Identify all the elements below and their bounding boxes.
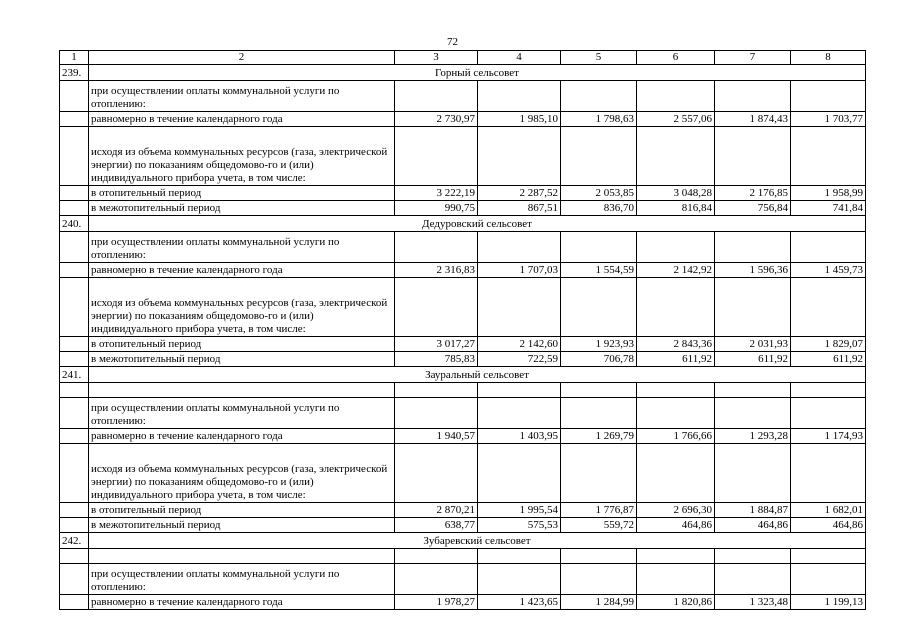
section-name: Зауральный сельсовет — [89, 367, 866, 383]
empty-cell — [791, 383, 866, 398]
value-cell: 722,59 — [478, 352, 561, 367]
value-cell: 1 829,07 — [791, 337, 866, 352]
table-body — [60, 51, 866, 610]
table-row — [60, 444, 866, 503]
value-cell — [478, 81, 561, 112]
value-cell: 1 554,59 — [561, 263, 637, 278]
row-label: в межотопительный период — [89, 352, 395, 367]
value-cell: 2 142,60 — [478, 337, 561, 352]
row-label: при осуществлении оплаты коммунальной услуги по отоплению: — [89, 564, 395, 595]
value-cell — [637, 278, 715, 337]
empty-cell — [715, 383, 791, 398]
section-name: Зубаревский сельсовет — [89, 533, 866, 549]
table-row — [60, 81, 866, 112]
value-cell: 1 985,10 — [478, 112, 561, 127]
value-cell — [395, 564, 478, 595]
row-label: равномерно в течение календарного года — [89, 429, 395, 444]
value-cell: 464,86 — [715, 518, 791, 533]
value-cell — [715, 444, 791, 503]
section-row — [60, 533, 866, 549]
section-number: 240. — [60, 216, 89, 232]
empty-cell — [60, 186, 89, 201]
value-cell — [395, 444, 478, 503]
empty-cell — [561, 383, 637, 398]
header-cell: 4 — [478, 51, 561, 65]
value-cell — [791, 127, 866, 186]
value-cell: 2 843,36 — [637, 337, 715, 352]
value-cell — [715, 278, 791, 337]
value-cell — [561, 127, 637, 186]
value-cell: 2 053,85 — [561, 186, 637, 201]
value-cell: 741,84 — [791, 201, 866, 216]
value-cell: 1 199,13 — [791, 595, 866, 610]
value-cell: 816,84 — [637, 201, 715, 216]
row-label: в отопительный период — [89, 503, 395, 518]
value-cell: 464,86 — [791, 518, 866, 533]
value-cell: 2 031,93 — [715, 337, 791, 352]
value-cell: 2 557,06 — [637, 112, 715, 127]
row-label: в отопительный период — [89, 337, 395, 352]
value-cell: 1 923,93 — [561, 337, 637, 352]
value-cell — [561, 232, 637, 263]
header-cell: 1 — [60, 51, 89, 65]
value-cell: 1 940,57 — [395, 429, 478, 444]
empty-cell — [60, 595, 89, 610]
value-cell: 1 958,99 — [791, 186, 866, 201]
value-cell: 3 222,19 — [395, 186, 478, 201]
section-row — [60, 216, 866, 232]
table-row — [60, 337, 866, 352]
table-row — [60, 232, 866, 263]
value-cell — [637, 127, 715, 186]
blank-row — [60, 383, 866, 398]
value-cell: 1 766,66 — [637, 429, 715, 444]
value-cell: 1 820,86 — [637, 595, 715, 610]
empty-cell — [478, 383, 561, 398]
value-cell — [791, 81, 866, 112]
value-cell: 1 884,87 — [715, 503, 791, 518]
blank-row — [60, 549, 866, 564]
section-row — [60, 367, 866, 383]
value-cell: 867,51 — [478, 201, 561, 216]
value-cell: 1 284,99 — [561, 595, 637, 610]
value-cell: 559,72 — [561, 518, 637, 533]
empty-cell — [395, 549, 478, 564]
value-cell — [715, 398, 791, 429]
table-row — [60, 263, 866, 278]
empty-cell — [60, 352, 89, 367]
row-label: в отопительный период — [89, 186, 395, 201]
empty-cell — [60, 263, 89, 278]
value-cell — [637, 564, 715, 595]
empty-cell — [60, 232, 89, 263]
row-label: равномерно в течение календарного года — [89, 112, 395, 127]
value-cell — [395, 127, 478, 186]
header-cell: 6 — [637, 51, 715, 65]
empty-cell — [395, 383, 478, 398]
value-cell: 2 316,83 — [395, 263, 478, 278]
table-row — [60, 503, 866, 518]
value-cell: 1 776,87 — [561, 503, 637, 518]
value-cell — [478, 278, 561, 337]
value-cell: 1 174,93 — [791, 429, 866, 444]
table-row — [60, 564, 866, 595]
section-number: 242. — [60, 533, 89, 549]
empty-cell — [478, 549, 561, 564]
section-number: 241. — [60, 367, 89, 383]
empty-cell — [60, 127, 89, 186]
empty-cell — [60, 81, 89, 112]
value-cell: 2 287,52 — [478, 186, 561, 201]
row-label: при осуществлении оплаты коммунальной услуги по отоплению: — [89, 398, 395, 429]
value-cell — [395, 81, 478, 112]
empty-cell — [60, 444, 89, 503]
table-row — [60, 112, 866, 127]
value-cell — [715, 232, 791, 263]
empty-cell — [60, 518, 89, 533]
section-name: Дедуровский сельсовет — [89, 216, 866, 232]
value-cell: 575,53 — [478, 518, 561, 533]
value-cell: 1 707,03 — [478, 263, 561, 278]
value-cell: 1 403,95 — [478, 429, 561, 444]
table-row — [60, 595, 866, 610]
value-cell — [478, 232, 561, 263]
row-label: исходя из объема коммунальных ресурсов (газа, электрической энергии) по показаниям общедомово-го и (или) индивидуального прибора учета, в том числе: — [89, 127, 395, 186]
empty-cell — [60, 564, 89, 595]
empty-cell — [60, 549, 89, 564]
table-row — [60, 398, 866, 429]
table-row — [60, 518, 866, 533]
table-row — [60, 186, 866, 201]
value-cell: 2 176,85 — [715, 186, 791, 201]
empty-cell — [637, 549, 715, 564]
empty-cell — [60, 278, 89, 337]
value-cell: 1 269,79 — [561, 429, 637, 444]
value-cell: 3 017,27 — [395, 337, 478, 352]
value-cell — [561, 398, 637, 429]
value-cell: 2 142,92 — [637, 263, 715, 278]
value-cell — [637, 444, 715, 503]
value-cell: 2 870,21 — [395, 503, 478, 518]
row-label: исходя из объема коммунальных ресурсов (газа, электрической энергии) по показаниям общедомово-го и (или) индивидуального прибора учета, в том числе: — [89, 278, 395, 337]
value-cell: 1 995,54 — [478, 503, 561, 518]
value-cell: 464,86 — [637, 518, 715, 533]
table-row — [60, 429, 866, 444]
header-cell: 2 — [89, 51, 395, 65]
section-name: Горный сельсовет — [89, 65, 866, 81]
value-cell — [478, 564, 561, 595]
table-row — [60, 127, 866, 186]
empty-cell — [561, 549, 637, 564]
empty-cell — [60, 503, 89, 518]
header-row — [60, 51, 866, 65]
value-cell — [561, 278, 637, 337]
empty-cell — [60, 337, 89, 352]
row-label: в межотопительный период — [89, 518, 395, 533]
value-cell: 1 682,01 — [791, 503, 866, 518]
value-cell — [715, 127, 791, 186]
empty-cell — [89, 383, 395, 398]
empty-cell — [60, 398, 89, 429]
empty-cell — [60, 201, 89, 216]
value-cell: 990,75 — [395, 201, 478, 216]
table-row — [60, 352, 866, 367]
value-cell — [561, 444, 637, 503]
row-label: при осуществлении оплаты коммунальной услуги по отоплению: — [89, 81, 395, 112]
value-cell: 756,84 — [715, 201, 791, 216]
value-cell — [791, 232, 866, 263]
value-cell: 1 978,27 — [395, 595, 478, 610]
value-cell — [791, 444, 866, 503]
value-cell — [715, 81, 791, 112]
tariff-table — [59, 50, 866, 610]
value-cell: 2 696,30 — [637, 503, 715, 518]
value-cell — [637, 232, 715, 263]
empty-cell — [637, 383, 715, 398]
value-cell — [791, 398, 866, 429]
table-row — [60, 201, 866, 216]
value-cell: 1 293,28 — [715, 429, 791, 444]
value-cell — [561, 81, 637, 112]
header-cell: 7 — [715, 51, 791, 65]
value-cell: 836,70 — [561, 201, 637, 216]
value-cell: 1 459,73 — [791, 263, 866, 278]
value-cell: 611,92 — [715, 352, 791, 367]
value-cell: 2 730,97 — [395, 112, 478, 127]
empty-cell — [791, 549, 866, 564]
value-cell — [637, 398, 715, 429]
value-cell — [791, 564, 866, 595]
row-label: равномерно в течение календарного года — [89, 595, 395, 610]
value-cell: 1 798,63 — [561, 112, 637, 127]
value-cell — [478, 398, 561, 429]
value-cell: 1 596,36 — [715, 263, 791, 278]
value-cell: 611,92 — [791, 352, 866, 367]
value-cell: 611,92 — [637, 352, 715, 367]
empty-cell — [715, 549, 791, 564]
section-row — [60, 65, 866, 81]
empty-cell — [89, 549, 395, 564]
page-number: 72 — [447, 36, 458, 48]
table-row — [60, 278, 866, 337]
value-cell — [715, 564, 791, 595]
value-cell: 785,83 — [395, 352, 478, 367]
value-cell: 3 048,28 — [637, 186, 715, 201]
row-label: при осуществлении оплаты коммунальной услуги по отоплению: — [89, 232, 395, 263]
value-cell: 638,77 — [395, 518, 478, 533]
value-cell — [395, 232, 478, 263]
value-cell — [791, 278, 866, 337]
value-cell — [561, 564, 637, 595]
value-cell: 1 703,77 — [791, 112, 866, 127]
header-cell: 3 — [395, 51, 478, 65]
section-number: 239. — [60, 65, 89, 81]
value-cell: 1 874,43 — [715, 112, 791, 127]
value-cell — [395, 278, 478, 337]
empty-cell — [60, 383, 89, 398]
row-label: исходя из объема коммунальных ресурсов (газа, электрической энергии) по показаниям общедомово-го и (или) индивидуального прибора учета, в том числе: — [89, 444, 395, 503]
value-cell — [478, 127, 561, 186]
row-label: равномерно в течение календарного года — [89, 263, 395, 278]
row-label: в межотопительный период — [89, 201, 395, 216]
value-cell: 706,78 — [561, 352, 637, 367]
value-cell — [395, 398, 478, 429]
value-cell — [637, 81, 715, 112]
value-cell: 1 423,65 — [478, 595, 561, 610]
value-cell: 1 323,48 — [715, 595, 791, 610]
header-cell: 5 — [561, 51, 637, 65]
value-cell — [478, 444, 561, 503]
empty-cell — [60, 112, 89, 127]
empty-cell — [60, 429, 89, 444]
header-cell: 8 — [791, 51, 866, 65]
